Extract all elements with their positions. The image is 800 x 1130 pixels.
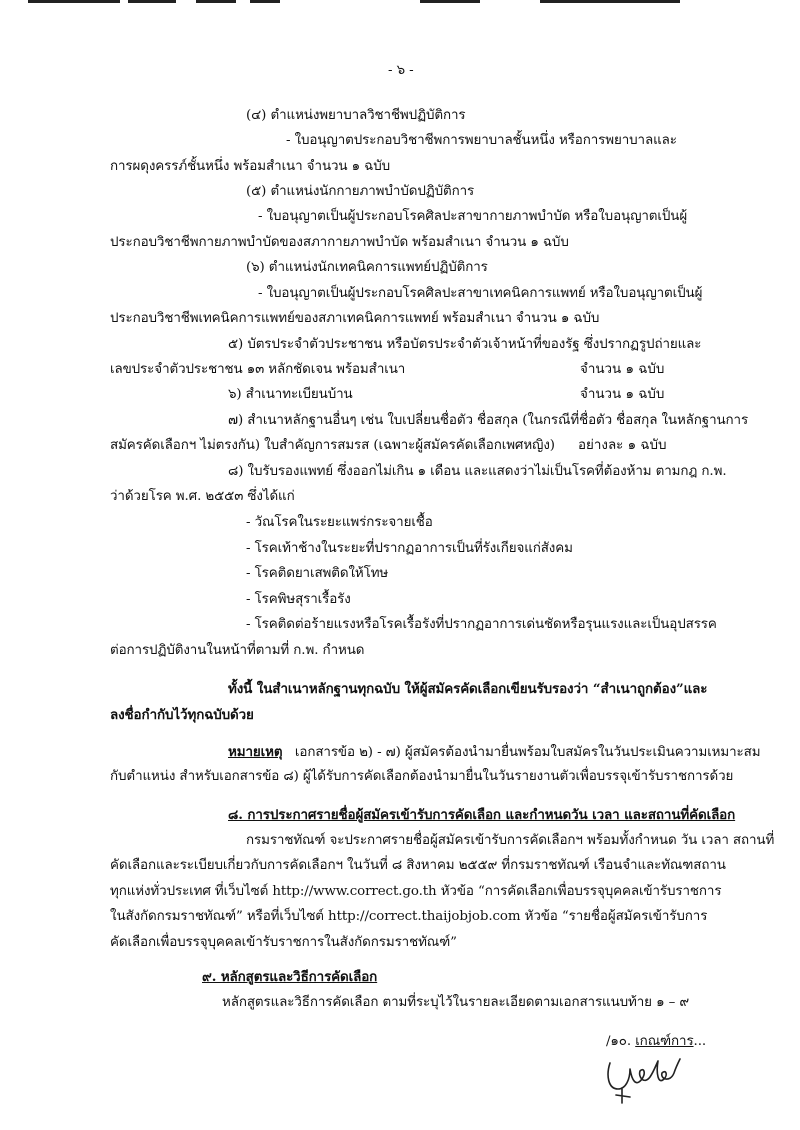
item-4-heading: (๔) ตำแหน่งพยาบาลวิชาชีพปฏิบัติการ — [246, 108, 466, 123]
item-6-license-cont: ประกอบวิชาชีพเทคนิคการแพทย์ของสภาเทคนิคการแพทย์ พร้อมสำเนา จำนวน ๑ ฉบับ — [110, 311, 600, 326]
certification-note-cont: ลงชื่อกำกับไว้ทุกฉบับด้วย — [110, 707, 254, 723]
certification-note: ทั้งนี้ ในสำเนาหลักฐานทุกฉบับ ให้ผู้สมัครคัดเลือกเขียนรับรองว่า “สำเนาถูกต้อง”และ — [228, 681, 708, 697]
disease-item: - โรคติดยาเสพติดให้โทษ — [246, 566, 389, 581]
remark-text: เอกสารข้อ ๒) - ๗) ผู้สมัครต้องนำมายื่นพร้อมใบสมัครในวันประเมินความเหมาะสม — [294, 745, 761, 760]
disease-item-cont: ต่อการปฏิบัติงานในหน้าที่ตามที่ ก.พ. กำหนด — [110, 643, 365, 658]
item-5-license: - ใบอนุญาตเป็นผู้ประกอบโรคศิลปะสาขากายภาพบำบัด หรือใบอนุญาตเป็นผู้ — [258, 209, 688, 224]
handwritten-signature — [600, 1055, 690, 1105]
item-5-heading: (๕) ตำแหน่งนักกายภาพบำบัดปฏิบัติการ — [246, 184, 475, 199]
remark-cont: กับตำแหน่ง สำหรับเอกสารข้อ ๘) ผู้ได้รับการคัดเลือกต้องนำมายื่นในวันรายงานตัวเพื่อบรรจุเข้ารับราชการด้วย — [110, 769, 734, 784]
item-4-license-cont: การผดุงครรภ์ชั้นหนึ่ง พร้อมสำเนา จำนวน ๑ ฉบับ — [110, 159, 390, 174]
section-8-body: คัดเลือกและระเบียบเกี่ยวกับการคัดเลือกฯ ในวันที่ ๘ สิงหาคม ๒๕๕๙ ที่กรมราชทัณฑ์ เรือนจำและทัณฑสถาน — [110, 858, 726, 873]
remark-line — [228, 743, 760, 762]
doc-7-other-evidence-cont: สมัครคัดเลือกฯ ไม่ตรงกัน) ใบสำคัญการสมรส (เฉพาะผู้สมัครคัดเลือกเพศหญิง) — [110, 438, 555, 453]
scan-top-edge — [0, 0, 800, 6]
doc-5-id-card: ๕) บัตรประจำตัวประชาชน หรือบัตรประจำตัวเจ้าหน้าที่ของรัฐ ซึ่งปรากฏรูปถ่ายและ — [228, 337, 702, 352]
disease-item: - โรคติดต่อร้ายแรงหรือโรคเรื้อรังที่ปรากฏอาการเด่นชัดหรือรุนแรงและเป็นอุปสรรค — [246, 617, 717, 632]
section-8-heading: ๘. การประกาศรายชื่อผู้สมัครเข้ารับการคัดเลือก และกำหนดวัน เวลา และสถานที่คัดเลือก — [228, 807, 736, 823]
item-6-heading: (๖) ตำแหน่งนักเทคนิคการแพทย์ปฏิบัติการ — [246, 260, 488, 275]
section-8-body-website: ในสังกัดกรมราชทัณฑ์” หรือที่เว็บไซต์ http://correct.thaijobjob.com หัวข้อ “รายชื่อผู้สมัครเข้ารับการ — [110, 909, 708, 924]
doc-6-quantity: จำนวน ๑ ฉบับ — [580, 387, 665, 402]
doc-6-house-registration: ๖) สำเนาทะเบียนบ้าน — [228, 387, 353, 402]
section-8-body: กรมราชทัณฑ์ จะประกาศรายชื่อผู้สมัครเข้ารับการคัดเลือกฯ พร้อมทั้งกำหนด วัน เวลา สถานที่ — [246, 833, 775, 848]
page-number: - ๖ - — [388, 63, 414, 78]
section-8-body-website: ทุกแห่งทั่วประเทศ ที่เว็บไซต์ http://www.correct.go.th หัวข้อ “การคัดเลือกเพื่อบรรจุบุคคลเข้ารับราชการ — [110, 884, 722, 899]
remark-label: หมายเหตุ — [228, 744, 283, 760]
doc-5-quantity: จำนวน ๑ ฉบับ — [580, 362, 665, 377]
item-5-license-cont: ประกอบวิชาชีพกายภาพบำบัดของสภากายภาพบำบัด พร้อมสำเนา จำนวน ๑ ฉบับ — [110, 235, 569, 250]
doc-8-medical-certificate: ๘) ใบรับรองแพทย์ ซึ่งออกไม่เกิน ๑ เดือน และแสดงว่าไม่เป็นโรคที่ต้องห้าม ตามกฎ ก.พ. — [228, 464, 727, 479]
doc-8-medical-certificate-cont: ว่าด้วยโรค พ.ศ. ๒๕๕๓ ซึ่งได้แก่ — [110, 489, 295, 504]
disease-item: - โรคพิษสุราเรื้อรัง — [246, 592, 351, 607]
item-6-license: - ใบอนุญาตเป็นผู้ประกอบโรคศิลปะสาขาเทคนิคการแพทย์ หรือใบอนุญาตเป็นผู้ — [258, 286, 703, 301]
section-9-body: หลักสูตรและวิธีการคัดเลือก ตามที่ระบุไว้ในรายละเอียดตามเอกสารแนบท้าย ๑ – ๙ — [222, 995, 690, 1010]
section-8-body: คัดเลือกเพื่อบรรจุบุคคลเข้ารับราชการในสังกัดกรมราชทัณฑ์” — [110, 935, 457, 950]
next-page-continuation: /๑๐. เกณฑ์การ... — [606, 1034, 707, 1049]
disease-item: - วัณโรคในระยะแพร่กระจายเชื้อ — [246, 515, 433, 530]
doc-5-id-card-cont: เลขประจำตัวประชาชน ๑๓ หลักชัดเจน พร้อมสำเนา — [110, 362, 406, 377]
section-9-heading: ๙. หลักสูตรและวิธีการคัดเลือก — [202, 969, 378, 985]
disease-item: - โรคเท้าช้างในระยะที่ปรากฏอาการเป็นที่รังเกียจแก่สังคม — [246, 541, 573, 556]
item-4-license: - ใบอนุญาตประกอบวิชาชีพการพยาบาลชั้นหนึ่ง หรือการพยาบาลและ — [286, 133, 677, 148]
doc-7-quantity: อย่างละ ๑ ฉบับ — [578, 438, 667, 453]
doc-7-other-evidence: ๗) สำเนาหลักฐานอื่นๆ เช่น ใบเปลี่ยนชื่อตัว ชื่อสกุล (ในกรณีที่ชื่อตัว ชื่อสกุล ในหลักฐานการ — [228, 413, 749, 428]
next-page-keyword: เกณฑ์การ — [635, 1034, 694, 1049]
